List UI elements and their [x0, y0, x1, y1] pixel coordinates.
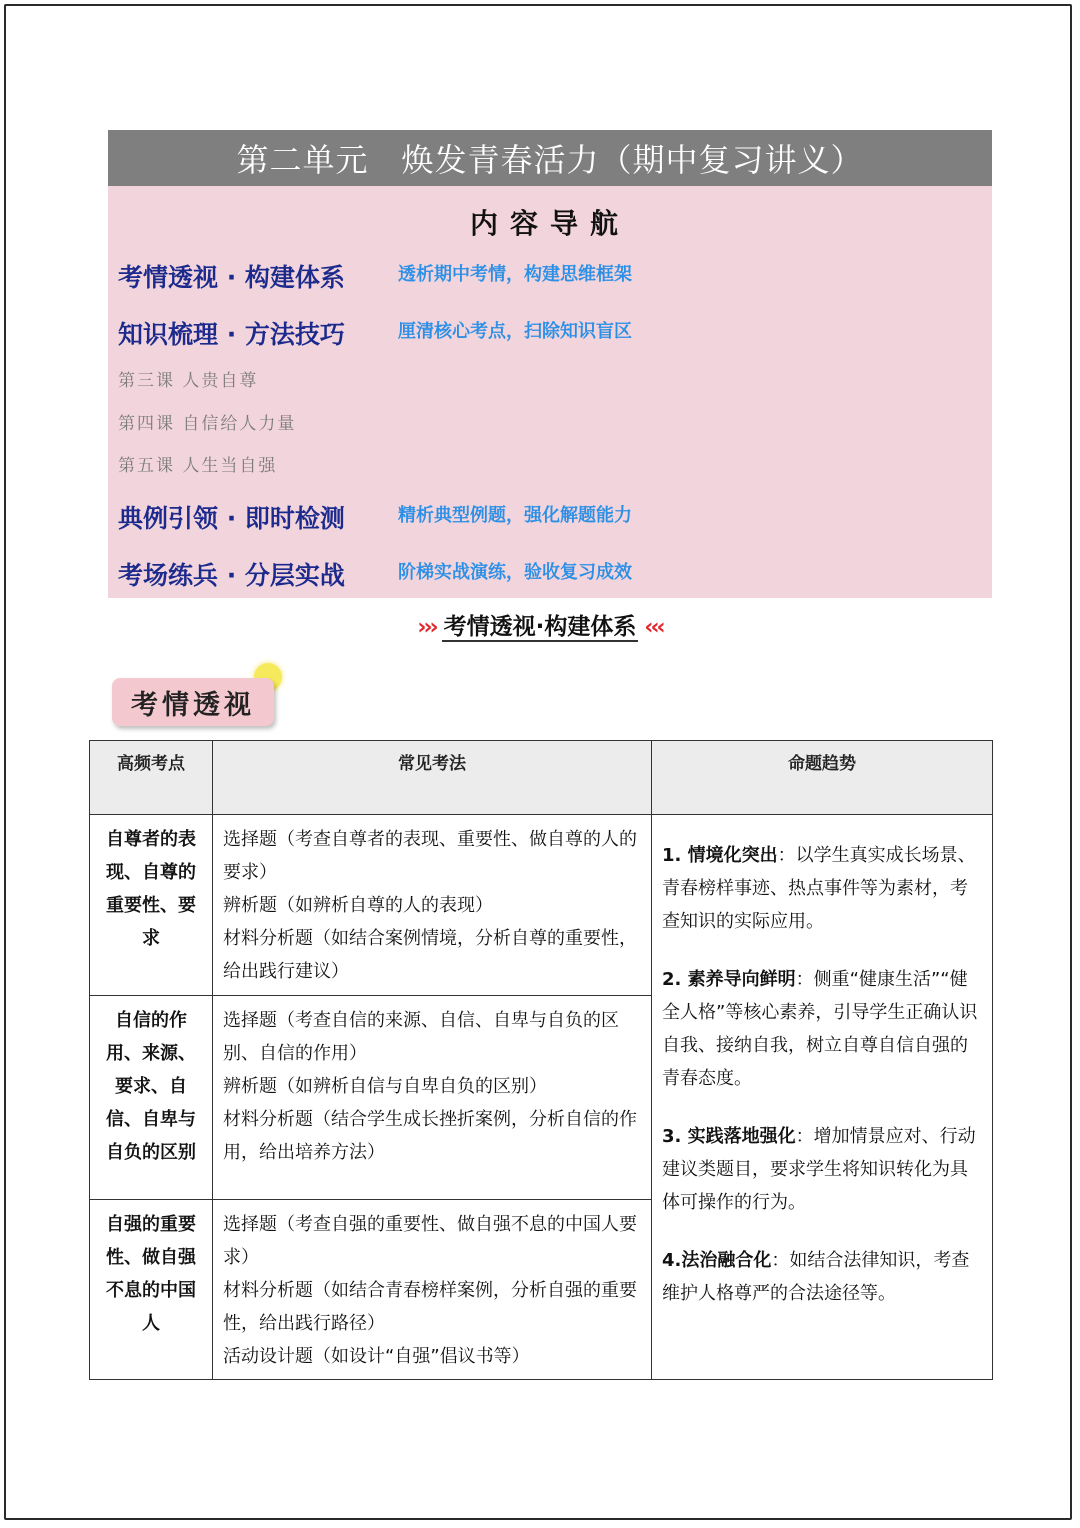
- method-item: 材料分析题（如结合案例情境，分析自尊的重要性，给出践行建议）: [223, 928, 637, 982]
- method-item: 活动设计题（如设计“自强”倡议书等）: [223, 1346, 530, 1367]
- method-item: 选择题（考查自强的重要性、做自强不息的中国人要求）: [223, 1214, 637, 1268]
- methods-cell: [213, 1200, 652, 1380]
- exam-analysis-table: [89, 740, 993, 1380]
- column-header: 高频考点: [90, 741, 213, 815]
- topic-cell: 自信的作用、来源、要求、自信、自卑与自负的区别: [90, 996, 213, 1200]
- methods-cell: [213, 996, 652, 1200]
- method-item: 辨析题（如辨析自尊的人的表现）: [223, 895, 493, 916]
- method-item: 选择题（考查自尊者的表现、重要性、做自尊的人的要求）: [223, 829, 637, 883]
- nav-item-desc: 阶梯实战演练，验收复习成效: [398, 562, 632, 583]
- trend-text: ：以学生真实成长场景、青春榜样事迹、热点事件等为素材，考查知识的实际应用。: [662, 845, 976, 932]
- trend-label: 3. 实践落地强化: [662, 1126, 796, 1147]
- section-tag: 考情透视: [112, 678, 274, 726]
- section-title: 考情透视·构建体系: [443, 614, 637, 640]
- nav-subitem-lesson3[interactable]: 第三课 人贵自尊: [118, 371, 259, 391]
- methods-cell: [213, 815, 652, 996]
- nav-item-label: 考情透视 · 构建体系: [118, 263, 345, 292]
- nav-subitem-lesson4[interactable]: 第四课 自信给人力量: [118, 414, 297, 434]
- trend-text: ：增加情景应对、行动建议类题目，要求学生将知识转化为具体可操作的行为。: [662, 1126, 976, 1213]
- trend-text: ：侧重“健康生活”“健全人格”等核心素养，引导学生正确认识自我、接纳自我，树立自尊自信自强的青春态度。: [662, 969, 978, 1089]
- trends-cell: [652, 815, 993, 1380]
- chevron-left-icon: ‹‹‹: [644, 615, 663, 640]
- trend-label: 4.法治融合化: [662, 1250, 772, 1271]
- nav-heading: 内容导航: [469, 207, 630, 240]
- method-item: 辨析题（如辨析自信与自卑自负的区别）: [223, 1076, 547, 1097]
- trend-item: [662, 839, 984, 938]
- nav-item-label: 知识梳理 · 方法技巧: [118, 320, 345, 349]
- table-row: [90, 815, 993, 996]
- method-item: 材料分析题（如结合青春榜样案例，分析自强的重要性，给出践行路径）: [223, 1280, 637, 1334]
- nav-item-label: 考场练兵 · 分层实战: [118, 561, 345, 590]
- trend-label: 2. 素养导向鲜明: [662, 969, 796, 990]
- trend-item: [662, 963, 984, 1095]
- chevron-right-icon: ›››: [417, 615, 436, 640]
- method-item: 选择题（考查自信的来源、自信、自卑与自负的区别、自信的作用）: [223, 1010, 619, 1064]
- topic-cell: 自强的重要性、做自强不息的中国人: [90, 1200, 213, 1380]
- section-banner: [0, 608, 1080, 641]
- nav-subitem-lesson5[interactable]: 第五课 人生当自强: [118, 456, 278, 476]
- content-navigation: [108, 186, 992, 598]
- nav-item-label: 典例引领 · 即时检测: [118, 504, 345, 533]
- nav-item-desc: 透析期中考情，构建思维框架: [398, 264, 632, 285]
- topic-cell: 自尊者的表现、自尊的重要性、要求: [90, 815, 213, 996]
- trend-text: ：如结合法律知识，考查维护人格尊严的合法途径等。: [662, 1250, 970, 1304]
- trend-item: [662, 1244, 984, 1310]
- trend-item: [662, 1120, 984, 1219]
- page-title: 第二单元 焕发青春活力（期中复习讲义）: [108, 130, 992, 186]
- method-item: 材料分析题（结合学生成长挫折案例，分析自信的作用，给出培养方法）: [223, 1109, 637, 1163]
- nav-item-desc: 厘清核心考点，扫除知识盲区: [398, 321, 632, 342]
- nav-item-desc: 精析典型例题，强化解题能力: [398, 505, 632, 526]
- column-header: 常见考法: [213, 741, 652, 815]
- trend-label: 1. 情境化突出: [662, 845, 778, 866]
- column-header: 命题趋势: [652, 741, 993, 815]
- table-header-row: [90, 741, 993, 815]
